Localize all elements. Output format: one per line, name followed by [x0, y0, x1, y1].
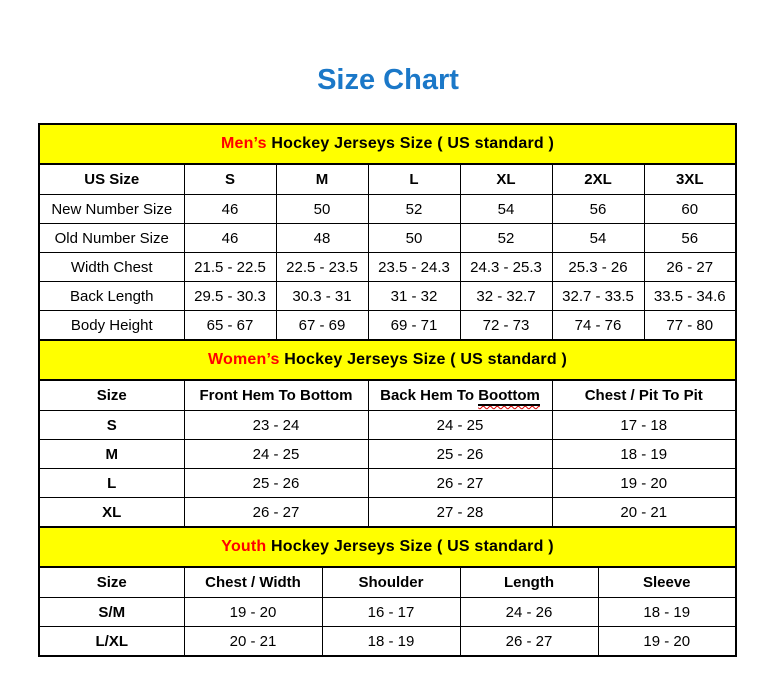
womens-heading-highlight: Women’s: [208, 351, 280, 368]
size-value: 21.5 - 22.5: [184, 253, 276, 282]
spellcheck-squiggle: [478, 387, 540, 406]
size-value: 16 - 17: [322, 598, 460, 627]
size-value: 65 - 67: [184, 311, 276, 341]
size-value: 50: [276, 195, 368, 224]
size-value: 69 - 71: [368, 311, 460, 341]
youth-section-band: [39, 527, 736, 567]
size-value: 25.3 - 26: [552, 253, 644, 282]
size-value: 20 - 21: [184, 627, 322, 657]
size-value: 25 - 26: [368, 440, 552, 469]
womens-section-band: [39, 340, 736, 380]
size-value: 24.3 - 25.3: [460, 253, 552, 282]
size-value: 77 - 80: [644, 311, 736, 341]
youth-column-header-row: [39, 567, 736, 598]
mens-column-header: 3XL: [644, 164, 736, 195]
size-value: 18 - 19: [598, 598, 736, 627]
size-value: 18 - 19: [552, 440, 736, 469]
row-label: S: [39, 411, 184, 440]
row-label: Back Length: [39, 282, 184, 311]
womens-heading-text: Hockey Jerseys Size ( US standard ): [279, 351, 567, 368]
youth-heading-text: Hockey Jerseys Size ( US standard ): [266, 538, 554, 555]
size-value: 26 - 27: [184, 498, 368, 528]
size-value: 60: [644, 195, 736, 224]
youth-size-table: [38, 526, 737, 657]
size-value: 24 - 25: [184, 440, 368, 469]
mens-section-band: [39, 124, 736, 164]
mens-row-new-number-size: [39, 195, 736, 224]
youth-section-heading: [39, 527, 736, 567]
size-value: 72 - 73: [460, 311, 552, 341]
size-value: 32 - 32.7: [460, 282, 552, 311]
misspelled-word: Boottom: [478, 387, 540, 404]
size-value: 18 - 19: [322, 627, 460, 657]
size-chart-tables: [38, 123, 737, 657]
youth-row-s-m: [39, 598, 736, 627]
size-value: 24 - 25: [368, 411, 552, 440]
youth-row-l-xl: [39, 627, 736, 657]
size-value: 67 - 69: [276, 311, 368, 341]
mens-column-header: L: [368, 164, 460, 195]
size-value: 26 - 27: [368, 469, 552, 498]
youth-column-header: Sleeve: [598, 567, 736, 598]
row-label: Old Number Size: [39, 224, 184, 253]
size-value: 20 - 21: [552, 498, 736, 528]
size-value: 31 - 32: [368, 282, 460, 311]
womens-row-l: [39, 469, 736, 498]
size-value: 25 - 26: [184, 469, 368, 498]
size-value: 54: [552, 224, 644, 253]
youth-column-header: Size: [39, 567, 184, 598]
size-value: 74 - 76: [552, 311, 644, 341]
womens-column-header: Front Hem To Bottom: [184, 380, 368, 411]
size-value: 27 - 28: [368, 498, 552, 528]
womens-column-header-row: [39, 380, 736, 411]
youth-column-header: Chest / Width: [184, 567, 322, 598]
mens-column-header: US Size: [39, 164, 184, 195]
mens-size-table: [38, 123, 737, 341]
mens-heading-highlight: Men’s: [220, 135, 267, 152]
womens-column-header: Chest / Pit To Pit: [552, 380, 736, 411]
size-value: 52: [460, 224, 552, 253]
youth-heading-highlight: Youth: [221, 538, 267, 555]
mens-section-heading: [39, 124, 736, 164]
size-value: 30.3 - 31: [276, 282, 368, 311]
womens-row-m: [39, 440, 736, 469]
size-value: 29.5 - 30.3: [184, 282, 276, 311]
womens-column-header: Size: [39, 380, 184, 411]
page-title: Size Chart: [317, 64, 459, 96]
size-value: 46: [184, 195, 276, 224]
womens-row-s: [39, 411, 736, 440]
row-label: M: [39, 440, 184, 469]
mens-column-header: S: [184, 164, 276, 195]
size-value: 23 - 24: [184, 411, 368, 440]
row-label: L: [39, 469, 184, 498]
mens-column-header-row: [39, 164, 736, 195]
size-value: 33.5 - 34.6: [644, 282, 736, 311]
mens-heading-text: Hockey Jerseys Size ( US standard ): [266, 135, 555, 152]
size-value: 19 - 20: [598, 627, 736, 657]
mens-row-body-height: [39, 311, 736, 341]
row-label: Width Chest: [39, 253, 184, 282]
row-label: S/M: [39, 598, 184, 627]
size-value: 19 - 20: [552, 469, 736, 498]
youth-column-header: Shoulder: [322, 567, 460, 598]
row-label: New Number Size: [39, 195, 184, 224]
womens-row-xl: [39, 498, 736, 528]
size-value: 56: [644, 224, 736, 253]
row-label: XL: [39, 498, 184, 528]
mens-column-header: M: [276, 164, 368, 195]
size-value: 23.5 - 24.3: [368, 253, 460, 282]
mens-column-header: XL: [460, 164, 552, 195]
size-value: 19 - 20: [184, 598, 322, 627]
size-value: 48: [276, 224, 368, 253]
row-label: L/XL: [39, 627, 184, 657]
mens-row-back-length: [39, 282, 736, 311]
mens-row-width-chest: [39, 253, 736, 282]
womens-column-header: [368, 380, 552, 411]
size-value: 46: [184, 224, 276, 253]
size-value: 26 - 27: [644, 253, 736, 282]
womens-size-table: [38, 339, 737, 528]
size-value: 17 - 18: [552, 411, 736, 440]
size-value: 32.7 - 33.5: [552, 282, 644, 311]
size-value: 22.5 - 23.5: [276, 253, 368, 282]
size-value: 26 - 27: [460, 627, 598, 657]
womens-section-heading: [39, 340, 736, 380]
mens-row-old-number-size: [39, 224, 736, 253]
size-value: 24 - 26: [460, 598, 598, 627]
column-header-prefix: Back Hem To: [380, 387, 479, 404]
size-value: 56: [552, 195, 644, 224]
size-value: 50: [368, 224, 460, 253]
size-value: 52: [368, 195, 460, 224]
row-label: Body Height: [39, 311, 184, 341]
size-value: 54: [460, 195, 552, 224]
youth-column-header: Length: [460, 567, 598, 598]
mens-column-header: 2XL: [552, 164, 644, 195]
